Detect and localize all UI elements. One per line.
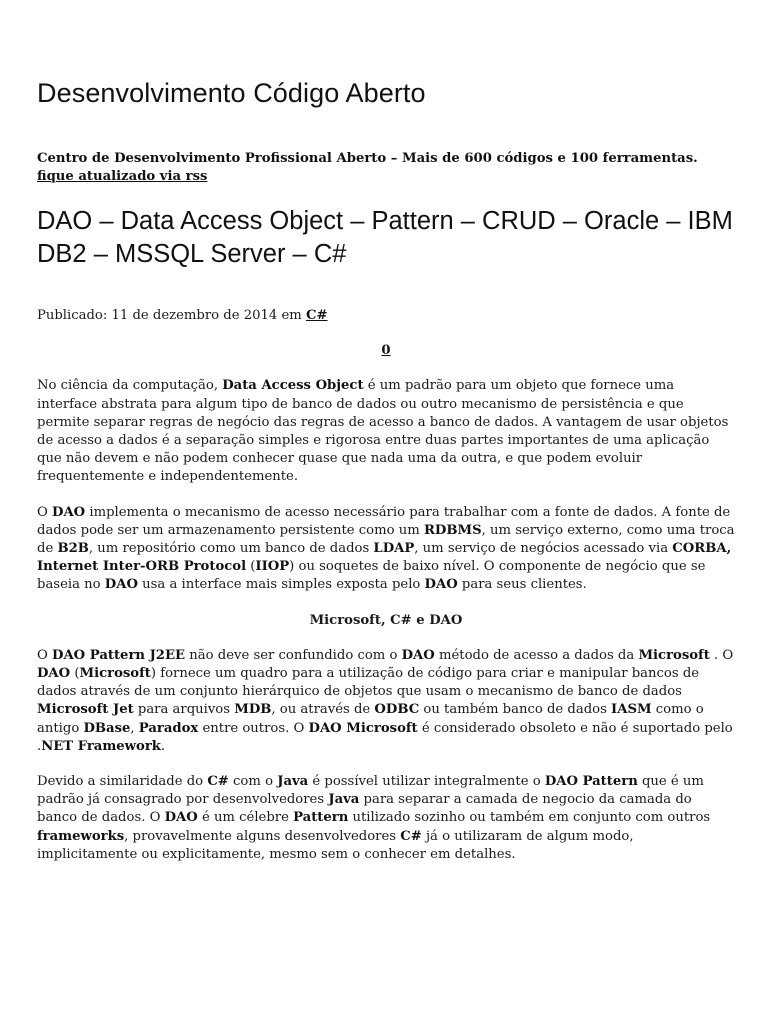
term: IIOP — [255, 559, 290, 575]
text: usa a interface mais simples exposta pelo — [137, 577, 425, 593]
text: método de acesso a dados da — [434, 647, 639, 663]
paragraph-2 — [37, 504, 735, 595]
rss-link[interactable]: fique atualizado via rss — [37, 169, 208, 184]
text: como o antigo — [37, 702, 704, 736]
post-title[interactable]: DAO – Data Access Object – Pattern – CRUD – Oracle – IBM DB2 – MSSQL Server – C# — [37, 207, 733, 268]
term: Pattern — [293, 810, 349, 826]
term: LDAP — [373, 541, 415, 557]
text: para separar a camada de negocio da camada do banco de dados. O — [37, 792, 692, 826]
text: ( — [70, 666, 80, 682]
text: para arquivos — [133, 702, 235, 718]
term: DAO — [52, 504, 86, 520]
term: Microsoft — [79, 666, 151, 682]
text: para seus clientes. — [457, 577, 587, 593]
term: ODBC — [374, 702, 420, 718]
post-meta — [37, 307, 735, 325]
text: Devido a similaridade do — [37, 774, 208, 790]
site-tagline — [37, 150, 737, 186]
term: DAO Microsoft — [308, 720, 418, 736]
text: ) fornece um quadro para a utilização de código para criar e manipular bancos de dados através de um conjunto hierárquico de objetos que usam o mecanismo de banco de dados — [37, 666, 700, 700]
term: Microsoft Jet — [37, 702, 134, 718]
text: implementa o mecanismo de acesso necessário para trabalhar com a fonte de dados. A fonte de dados pode ser um armazenamento persistente como um — [37, 504, 731, 538]
text: , — [130, 720, 139, 736]
text: O — [37, 504, 53, 520]
term: B2B — [57, 541, 89, 557]
text: , provavelmente alguns desenvolvedores — [124, 828, 401, 844]
term: Java — [328, 792, 360, 808]
term: DAO — [104, 577, 138, 593]
text: No ciência da computação, — [37, 378, 223, 394]
term: DAO — [424, 577, 458, 593]
category-link[interactable]: C# — [306, 308, 328, 323]
term-dao-full: Data Access Object — [222, 378, 364, 394]
term: DAO — [164, 810, 198, 826]
text: , um serviço externo, como uma troca de — [37, 522, 735, 557]
text: já o utilizaram de algum modo, implicitamente ou explicitamente, mesmo sem o conhecer em detalhes. — [37, 828, 634, 862]
term: IASM — [611, 702, 652, 718]
term: DAO — [401, 647, 435, 663]
text: , um serviço de negócios acessado via — [414, 541, 673, 557]
text: , ou através de — [271, 702, 375, 718]
text: utilizado sozinho ou também em conjunto com outros — [348, 810, 711, 826]
term: DAO Pattern J2EE — [52, 647, 186, 663]
term: RDBMS — [423, 522, 482, 538]
text: com o — [228, 774, 278, 790]
text: ( — [246, 559, 256, 575]
tagline-text: Centro de Desenvolvimento Profissional Aberto – Mais de 600 códigos e 100 ferramentas. — [37, 151, 698, 166]
text: ou também banco de dados — [419, 702, 612, 718]
term: NET Framework — [41, 738, 161, 754]
paragraph-3 — [37, 647, 735, 756]
term: DBase — [83, 720, 131, 736]
text: ) ou soquetes de baixo nível. O componente de negócio que se baseia no — [37, 559, 706, 593]
term: Microsoft — [638, 647, 710, 663]
term: Java — [277, 774, 309, 790]
text: não deve ser confundido com o — [185, 647, 402, 663]
term: C# — [400, 828, 422, 844]
term: MDB — [234, 702, 272, 718]
text: entre outros. O — [198, 720, 309, 736]
site-title[interactable]: Desenvolvimento Código Aberto — [37, 78, 426, 108]
term: frameworks — [37, 828, 125, 844]
text: , um repositório como um banco de dados — [88, 541, 374, 557]
text: é um célebre — [197, 810, 294, 826]
term: DAO Pattern — [544, 774, 638, 790]
text: . — [160, 738, 166, 754]
text: que é um padrão já consagrado por desenvolvedores — [37, 774, 704, 808]
section-heading: Microsoft, C# e DAO — [309, 612, 463, 628]
comments-link[interactable]: 0 — [381, 343, 391, 359]
text: . O — [709, 647, 734, 663]
text: é um padrão para um objeto que fornece uma interface abstrata para algum tipo de banco de dados ou outro mecanismo de persistência e que permite separar regras de negócio das regras de acesso a banco de dados. A vantagem de usar objetos de acesso a dados é a separação simples e rigorosa entre duas partes importantes de uma aplicação que não devem e não podem conhecer quase que nada uma da outra, e que podem evoluir frequentemente e independentemente. — [37, 378, 729, 485]
term: C# — [207, 774, 229, 790]
term: CORBA, Internet Inter-ORB Protocol — [37, 541, 732, 575]
text: é considerado obsoleto e não é suportado pelo . — [37, 720, 733, 754]
comments-count — [37, 342, 735, 360]
term: DAO — [37, 666, 71, 682]
text: é possível utilizar integralmente o — [308, 774, 545, 790]
term: Paradox — [138, 720, 199, 736]
text: O — [37, 647, 53, 663]
paragraph-1 — [37, 377, 735, 486]
paragraph-4 — [37, 773, 735, 864]
post-content — [37, 307, 735, 881]
published-date: Publicado: 11 de dezembro de 2014 em — [37, 308, 306, 323]
